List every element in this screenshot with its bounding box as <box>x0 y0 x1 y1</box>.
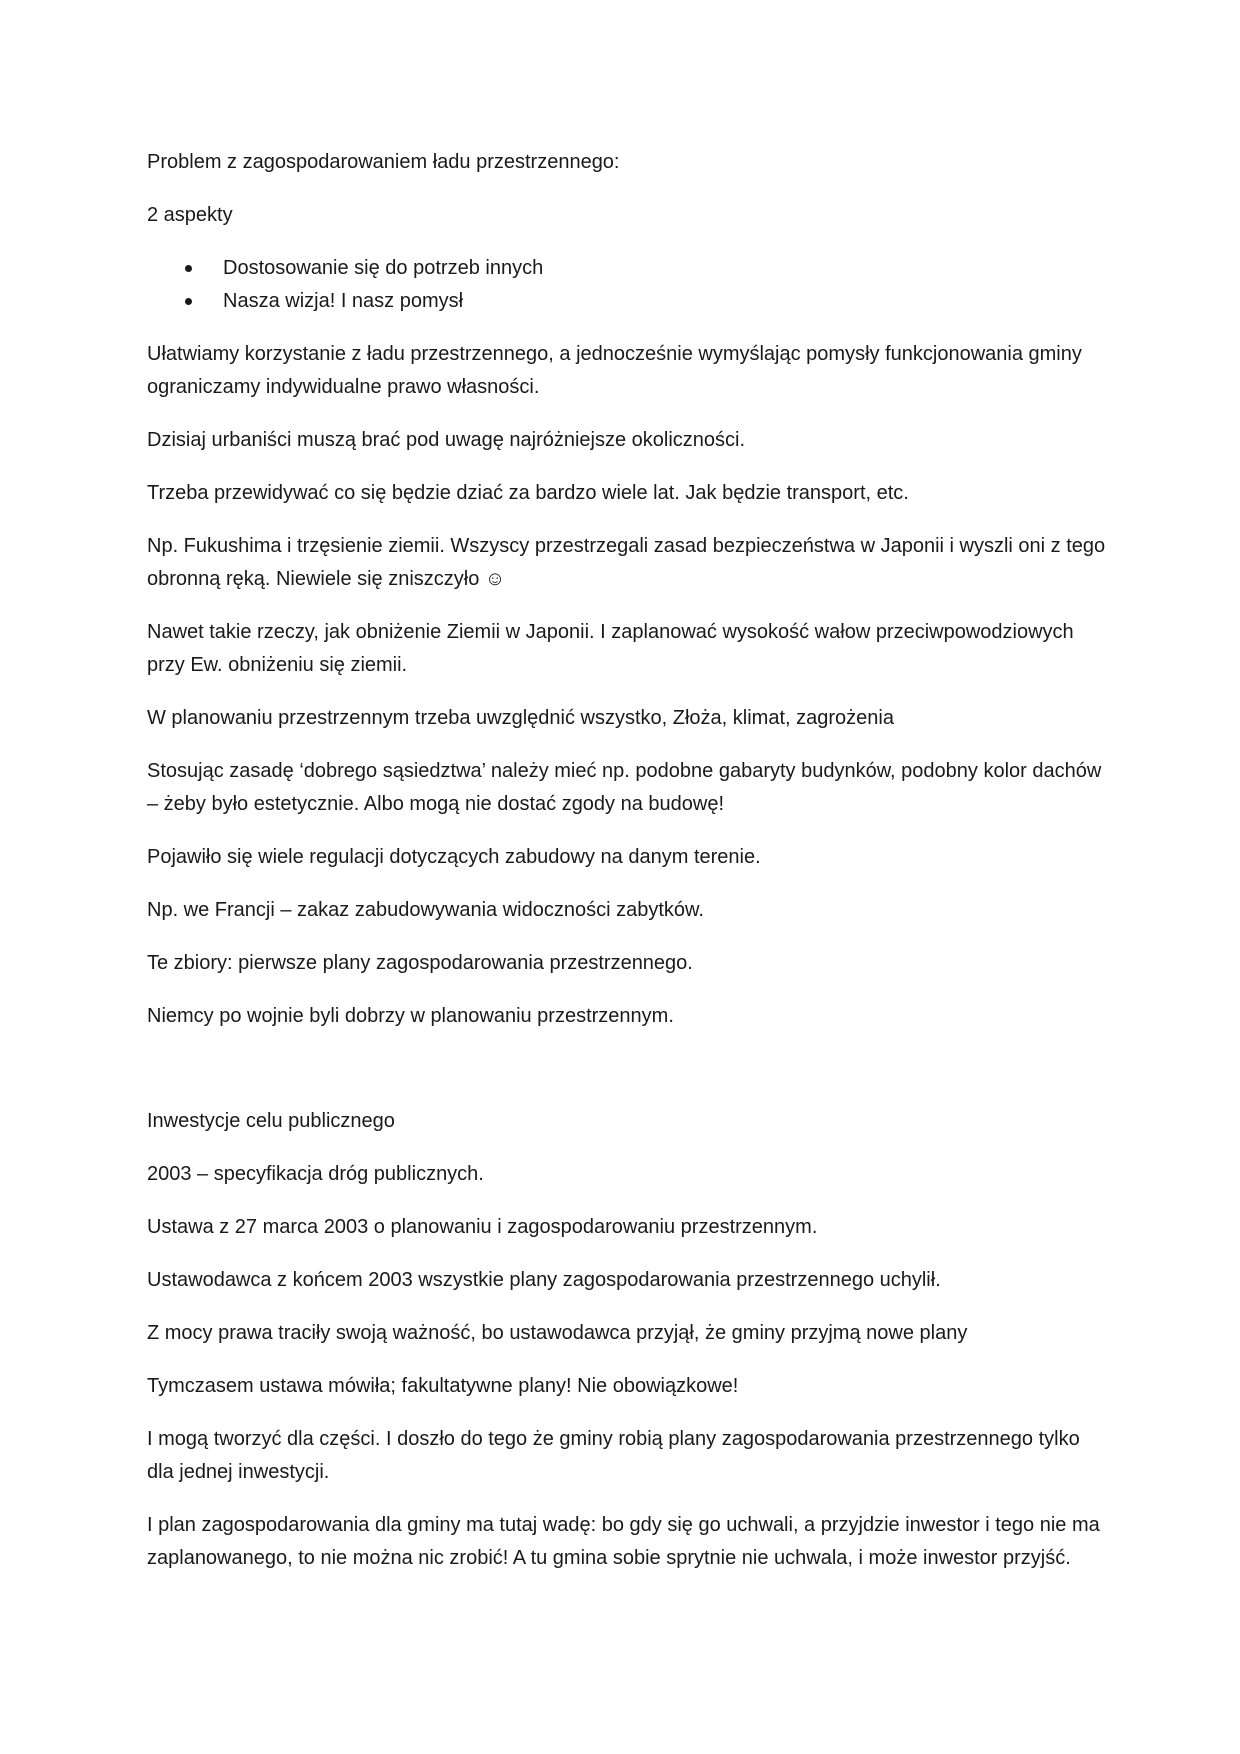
bullet-icon <box>185 265 192 272</box>
paragraph: I mogą tworzyć dla części. I doszło do tego że gminy robią plany zagospodarowania przestrzennego tylko dla jednej inwestycji. <box>147 1428 1080 1483</box>
list-item-text: Nasza wizja! I nasz pomysł <box>223 290 464 312</box>
paragraph: Z mocy prawa traciły swoją ważność, bo ustawodawca przyjął, że gminy przyjmą nowe plany <box>147 1322 968 1344</box>
paragraph: Te zbiory: pierwsze plany zagospodarowania przestrzennego. <box>147 952 693 974</box>
paragraph: Trzeba przewidywać co się będzie dziać za bardzo wiele lat. Jak będzie transport, etc. <box>147 482 909 504</box>
paragraph: Ułatwiamy korzystanie z ładu przestrzennego, a jednocześnie wymyślając pomysły funkcjonowania gminy ograniczamy indywidualne prawo własności. <box>147 343 1082 398</box>
paragraph: Niemcy po wojnie byli dobrzy w planowaniu przestrzennym. <box>147 1005 674 1027</box>
section-heading: Inwestycje celu publicznego <box>147 1110 395 1132</box>
paragraph: Nawet takie rzeczy, jak obniżenie Ziemii w Japonii. I zaplanować wysokość wałow przeciwpowodziowych przy Ew. obniżeniu się ziemii. <box>147 621 1074 676</box>
list-item <box>147 285 1107 318</box>
paragraph: Np. Fukushima i trzęsienie ziemii. Wszyscy przestrzegali zasad bezpieczeństwa w Japonii i wyszli oni z tego obronną ręką. Niewiele się zniszczyło ☺ <box>147 535 1106 590</box>
paragraph: Stosując zasadę ‘dobrego sąsiedztwa’ należy mieć np. podobne gabaryty budynków, podobny kolor dachów – żeby było estetycznie. Albo mogą nie dostać zgody na budowę! <box>147 760 1102 815</box>
paragraph: W planowaniu przestrzennym trzeba uwzględnić wszystko, Złoża, klimat, zagrożenia <box>147 707 894 729</box>
section-spacer <box>147 1053 1107 1105</box>
paragraph: Tymczasem ustawa mówiła; fakultatywne plany! Nie obowiązkowe! <box>147 1375 739 1397</box>
aspects-list <box>147 252 1107 318</box>
paragraph: Dzisiaj urbaniści muszą brać pod uwagę najróżniejsze okoliczności. <box>147 429 746 451</box>
list-item <box>147 252 1107 285</box>
paragraph: Ustawodawca z końcem 2003 wszystkie plany zagospodarowania przestrzennego uchylił. <box>147 1269 941 1291</box>
paragraph: Ustawa z 27 marca 2003 o planowaniu i zagospodarowaniu przestrzennym. <box>147 1216 818 1238</box>
bullet-icon <box>185 298 192 305</box>
document-page <box>147 146 1107 1595</box>
paragraph: I plan zagospodarowania dla gminy ma tutaj wadę: bo gdy się go uchwali, a przyjdzie inwestor i tego nie ma zaplanowanego, to nie można nic zrobić! A tu gmina sobie sprytnie nie uchwala, i może inwestor przyjść. <box>147 1514 1100 1569</box>
list-item-text: Dostosowanie się do potrzeb innych <box>223 257 544 279</box>
aspects-label: 2 aspekty <box>147 204 233 226</box>
paragraph: Pojawiło się wiele regulacji dotyczących zabudowy na danym terenie. <box>147 846 761 868</box>
paragraph: 2003 – specyfikacja dróg publicznych. <box>147 1163 484 1185</box>
paragraph: Np. we Francji – zakaz zabudowywania widoczności zabytków. <box>147 899 704 921</box>
document-heading: Problem z zagospodarowaniem ładu przestrzennego: <box>147 151 620 173</box>
